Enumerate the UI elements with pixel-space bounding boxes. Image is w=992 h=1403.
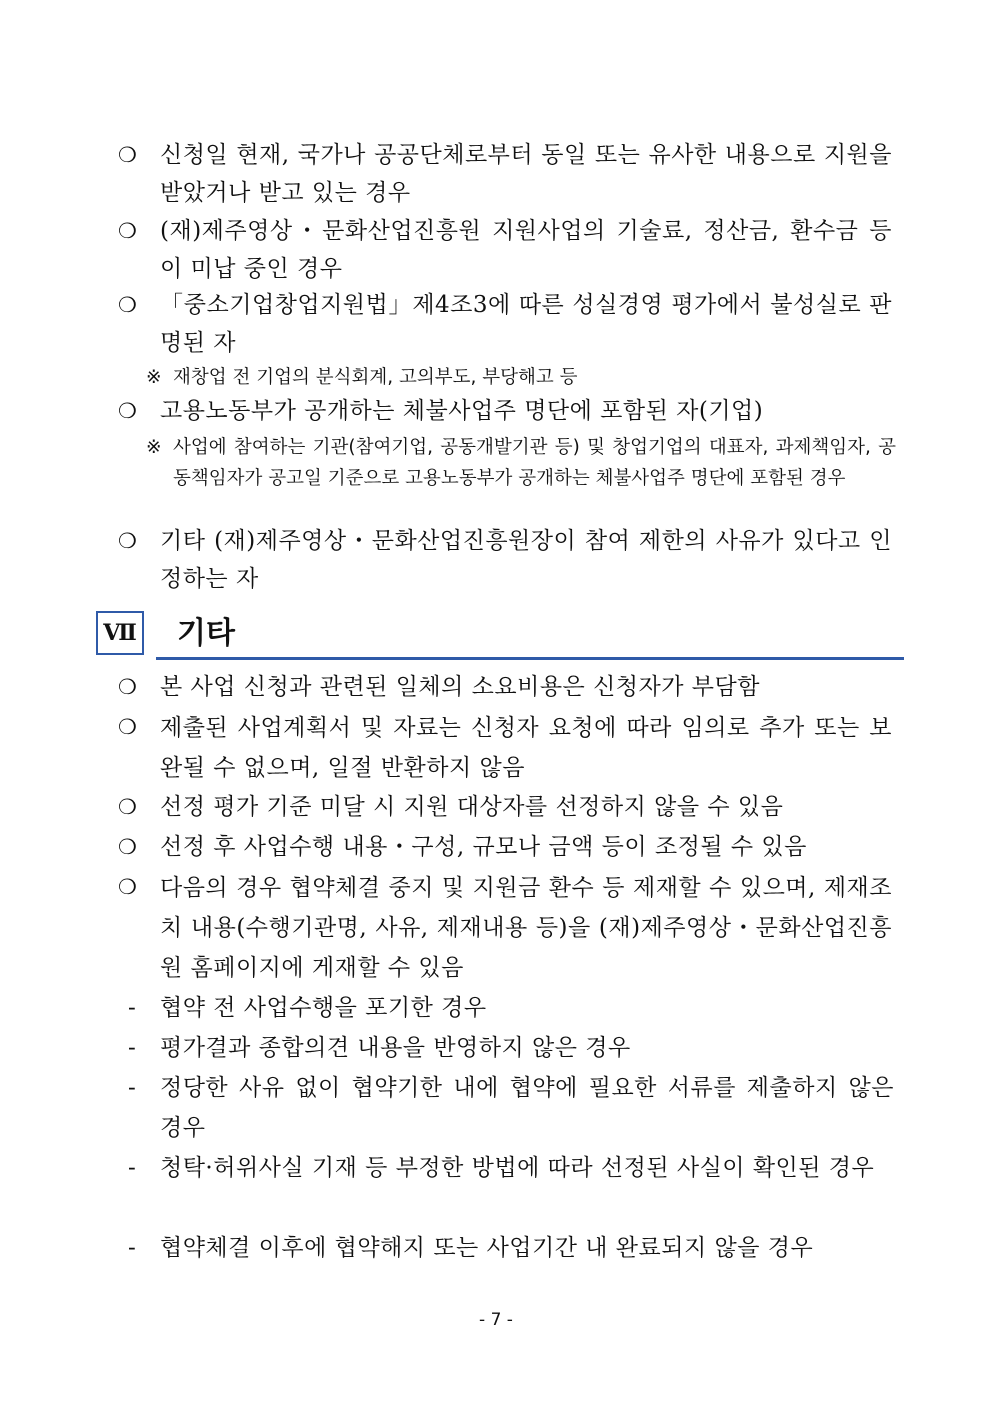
circle-bullet-icon: ❍	[118, 293, 137, 317]
list-item-text: 「중소기업창업지원법」제4조3에 따른 성실경영 평가에서 불성실로 판명된 자	[160, 292, 892, 356]
list-item	[118, 668, 892, 706]
circle-bullet-icon: ❍	[118, 399, 137, 423]
list-item	[118, 868, 892, 988]
circle-bullet-icon: ❍	[118, 529, 137, 553]
list-item-text: 신청일 현재, 국가나 공공단체로부터 동일 또는 유사한 내용으로 지원을 받았거나 받고 있는 경우	[160, 142, 892, 206]
dash-item	[128, 988, 894, 1028]
dash-bullet-icon: -	[128, 1075, 136, 1101]
section-divider	[156, 657, 904, 660]
dash-bullet-icon: -	[128, 995, 136, 1021]
list-item	[118, 708, 892, 788]
dash-item-text: 협약체결 이후에 협약해지 또는 사업기간 내 완료되지 않을 경우	[160, 1235, 814, 1261]
note-item	[146, 432, 896, 494]
dash-bullet-icon: -	[128, 1155, 136, 1181]
list-item	[118, 828, 892, 866]
list-item-text: 선정 후 사업수행 내용・구성, 규모나 금액 등이 조정될 수 있음	[160, 834, 807, 860]
circle-bullet-icon: ❍	[118, 219, 137, 243]
list-item-text: 제출된 사업계획서 및 자료는 신청자 요청에 따라 임의로 추가 또는 보완될 수 없으며, 일절 반환하지 않음	[160, 715, 892, 781]
list-item-text: 선정 평가 기준 미달 시 지원 대상자를 선정하지 않을 수 있음	[160, 794, 784, 820]
section-title: 기타	[177, 616, 235, 651]
section-number-box: Ⅶ	[96, 611, 144, 655]
note-text: 사업에 참여하는 기관(참여기업, 공동개발기관 등) 및 창업기업의 대표자, 과제책임자, 공동책임자가 공고일 기준으로 고용노동부가 공개하는 체불사업주 명단에 포함된 경우	[173, 437, 896, 489]
list-item-text: 고용노동부가 공개하는 체불사업주 명단에 포함된 자(기업)	[160, 398, 764, 424]
circle-bullet-icon: ❍	[118, 835, 137, 859]
list-item-text: 기타 (재)제주영상・문화산업진흥원장이 참여 제한의 사유가 있다고 인정하는 자	[160, 528, 892, 592]
list-item	[118, 136, 892, 212]
list-item	[118, 522, 892, 598]
list-item	[118, 286, 892, 362]
note-item	[146, 362, 896, 393]
circle-bullet-icon: ❍	[118, 875, 137, 899]
circle-bullet-icon: ❍	[118, 675, 137, 699]
dash-item-text: 정당한 사유 없이 협약기한 내에 협약에 필요한 서류를 제출하지 않은 경우	[160, 1075, 894, 1141]
reference-mark-icon: ※	[146, 367, 162, 388]
list-item	[118, 392, 892, 430]
list-item-text: 본 사업 신청과 관련된 일체의 소요비용은 신청자가 부담함	[160, 674, 760, 700]
dash-item	[128, 1028, 894, 1068]
dash-bullet-icon: -	[128, 1235, 136, 1261]
dash-item	[128, 1148, 894, 1188]
dash-item-text: 협약 전 사업수행을 포기한 경우	[160, 995, 487, 1021]
dash-item-text: 평가결과 종합의견 내용을 반영하지 않은 경우	[160, 1035, 631, 1061]
list-item	[118, 212, 892, 288]
dash-item	[128, 1068, 894, 1148]
note-text: 재창업 전 기업의 분식회계, 고의부도, 부당해고 등	[173, 367, 578, 388]
page-number: - 7 -	[479, 1310, 513, 1330]
reference-mark-icon: ※	[146, 437, 162, 458]
list-item	[118, 788, 892, 826]
dash-bullet-icon: -	[128, 1035, 136, 1061]
circle-bullet-icon: ❍	[118, 143, 137, 167]
circle-bullet-icon: ❍	[118, 795, 137, 819]
circle-bullet-icon: ❍	[118, 715, 137, 739]
list-item-text: 다음의 경우 협약체결 중지 및 지원금 환수 등 제재할 수 있으며, 제재조치 내용(수행기관명, 사유, 제재내용 등)을 (재)제주영상・문화산업진흥원 홈페이지에 게재할 수 있음	[160, 875, 892, 981]
list-item-text: (재)제주영상・문화산업진흥원 지원사업의 기술료, 정산금, 환수금 등이 미납 중인 경우	[160, 218, 892, 282]
dash-item	[128, 1228, 894, 1268]
dash-item-text: 청탁·허위사실 기재 등 부정한 방법에 따라 선정된 사실이 확인된 경우	[160, 1155, 875, 1181]
